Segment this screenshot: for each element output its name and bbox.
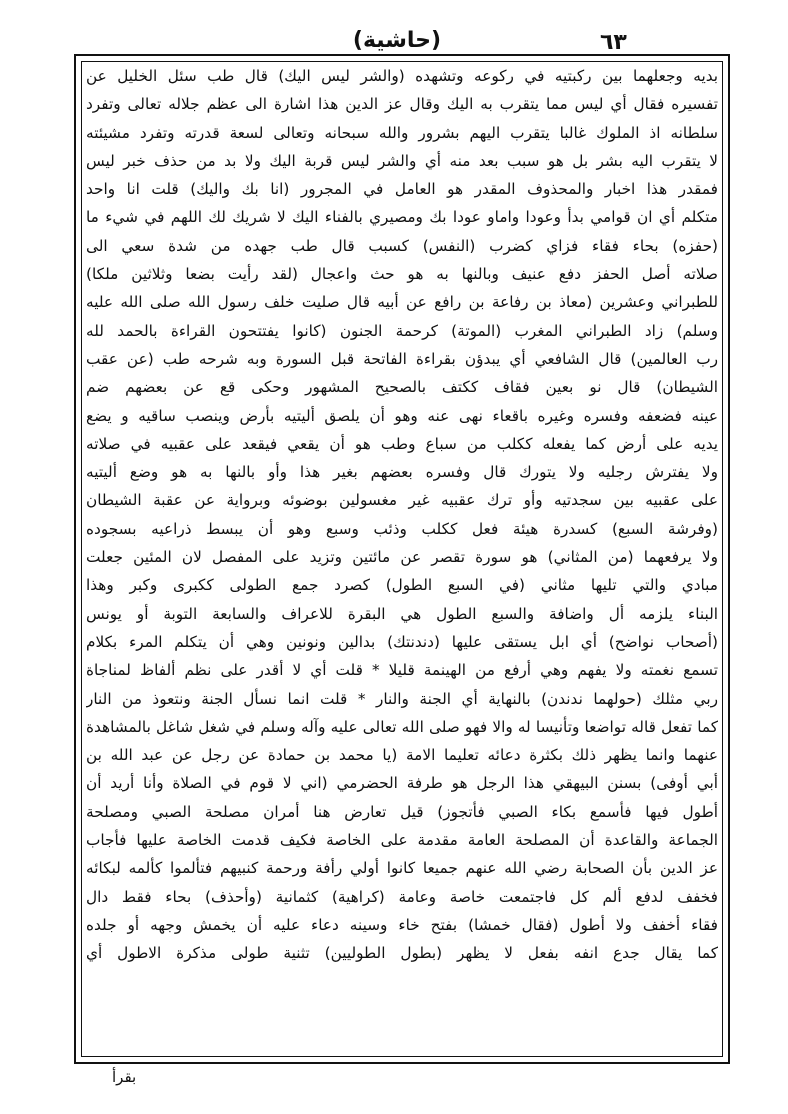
text-line: (حفزه) بحاء فقاء فزاي كضرب (النفس) كسبب قال طب جهده من شدة سعي الى	[86, 236, 718, 255]
text-line: تسمع نغمته ولا يفهم وهي أرفع من الهينمة قليلا * قلت أي لا أقدر على نظم ألفاظ لمناجاة	[86, 661, 718, 680]
text-line: للطبراني وعشرين (معاذ بن رفاعة بن رافع عن أبيه قال صليت خلف رسول الله صلى الله عليه	[86, 293, 718, 312]
text-line: فقاء أخفف ولا أطول (فقال خمشا) بفتح خاء وسينه دعاء عليه أن يخمش وجهه أو جلده	[86, 915, 718, 934]
text-line: وسلم) زاد الطبراني المغرب (الموتة) كرحمة الجنون (كانوا يفتتحون القراءة بالحمد لله	[86, 321, 718, 340]
text-line: عينه فضعفه وفسره وغيره باقعاء نهى عنه وهو أن يلصق أليتيه بأرض وينصب ساقيه و يضع	[86, 406, 718, 425]
text-line: رب العالمين) قال الشافعي أي يبدؤن بقراءة الفاتحة قبل السورة وبه شرحه طب (عن عقب	[86, 349, 718, 368]
text-line: أبي أوفى) بسنن البيهقي هذا الرجل هو طرفة الحضرمي (اني لا قوم في الصلاة وأنا أريد أن	[86, 774, 718, 793]
text-line: مبادي والتي تليها مثاني (في السبع الطول) كصرد جمع الطولى ككبرى وكبر وهذا	[86, 576, 718, 595]
text-line: بديه وجعلهما بين ركبتيه في ركوعه وتشهده (والشر ليس اليك) قال طب سئل الخليل عن	[86, 67, 718, 85]
header-title: (حاشية)	[352, 28, 442, 53]
text-line: الجماعة والقاعدة أن المصلحة العامة مقدمة على الخاصة فكيف قدمت الخاصة عليها فأجاب	[86, 831, 718, 850]
text-line: متكلم أي ان قوامي بدأ وعودا واماو عودا بك ومصيري بالفناء اليك لا شريك لك اللهم في شيء ما	[86, 208, 718, 227]
text-line: ربي مثلك (حولهما ندندن) بالنهاية أي الجنة والنار * قلت انما نسأل الجنة ونتعوذ من النار	[86, 689, 718, 708]
text-line: صلاته أصل الحفز دفع عنيف وبالنها به هو حث واعجال (لقد رأيت بضعا وثلاثين ملكا)	[86, 265, 718, 284]
text-line: أطول فيها فأسمع بكاء الصبي فأتجوز) قيل تعارض هنا أمران مصلحة الصبي ومصلحة	[86, 802, 718, 821]
catchword: بقرأ	[112, 1068, 137, 1086]
text-line: البناء يلزمه أل واضافة والسبع الطول هي البقرة للاعراف والسابعة التوبة أو يونس	[86, 604, 718, 623]
text-line: ولا يفترش رجليه ولا يتورك قال وفسره بعضهم بغير هذا وأو بالنها به هو وضع أليتيه	[86, 463, 718, 482]
page-number: ٦٣	[600, 30, 627, 55]
text-line: يديه على أرض كما يفعله ككلب من سباع وطب هو أن يقعي فيقعد على عقبيه في صلاته	[86, 434, 718, 453]
text-line: كما تفعل قاله تواضعا وتأنيسا له والا فهو صلى الله تعالى عليه وآله وسلم في شغل شاغل بالمشاهدة	[86, 717, 718, 736]
text-line: كما يقال جدع انفه بفعل لا يظهر (بطول الطوليين) تثنية طولى مذكرة الاطول أي	[86, 944, 718, 963]
text-line: الشيطان) قال نو بعين فقاف ككتف بالصحيح المشهور وحكى قع عن بعضهم ضم	[86, 378, 718, 397]
text-line: فمقدر هذا اخبار والمحذوف المقدر هو العامل في المجرور (انا بك واليك) قلت انا واحد	[86, 180, 718, 199]
text-line: عز الدين بأن الصحابة رضي الله عنهم جميعا كانوا أولي رأفة ورحمة كنبيهم فتألموا كألمه لبكائه	[86, 859, 718, 878]
text-line: ولا يرفعهما (من المثاني) هو سورة تقصر عن مائتين وتزيد على المفصل لان المئين جعلت	[86, 548, 718, 567]
text-line: فخفف لدفع ألم كل فاجتمعت خاصة وعامة (كراهية) كثمانية (وأحذف) بحاء فقط دال	[86, 887, 718, 906]
text-line: (أصحاب نواضح) أي ابل يستقى عليها (دندنتك) بدالين ونونين وهي أن يتكلم المرء بكلام	[86, 632, 718, 651]
text-line: على عقبيه بين سجدتيه وأو ترك عقبيه غير مغسولين بوضوئه وبرواية عن عقبة الشيطان	[86, 491, 718, 510]
text-line: لا يتقرب اليه بشر بل هو سبب بعد منه أي والشر ليس قربة اليك ولا بد من حذف خبر ليس	[86, 151, 718, 170]
page-header	[0, 0, 788, 62]
text-line: تفسيره فقال أي ليس مما يتقرب به اليك وقال عز الدين هذا اشارة الى عظم جلاله تعالى وتفرد	[86, 95, 718, 114]
text-line: عنهما وانما يظهر ذلك بكثرة دعائه تعليما الامة (يا محمد بن حمادة عن رجل عن عبد الله بن	[86, 746, 718, 765]
text-line: (وفرشة السبع) كسدرة هيئة فعل ككلب وذئب وسبع وهو أن يبسط ذراعيه بسجوده	[86, 519, 718, 538]
body-text	[86, 62, 718, 1056]
text-line: سلطانه اذ الملوك غالبا يتقرب اليهم بشرور والله سبحانه وتعالى لسعة قدرته وتفرد مشيئته	[86, 123, 718, 142]
